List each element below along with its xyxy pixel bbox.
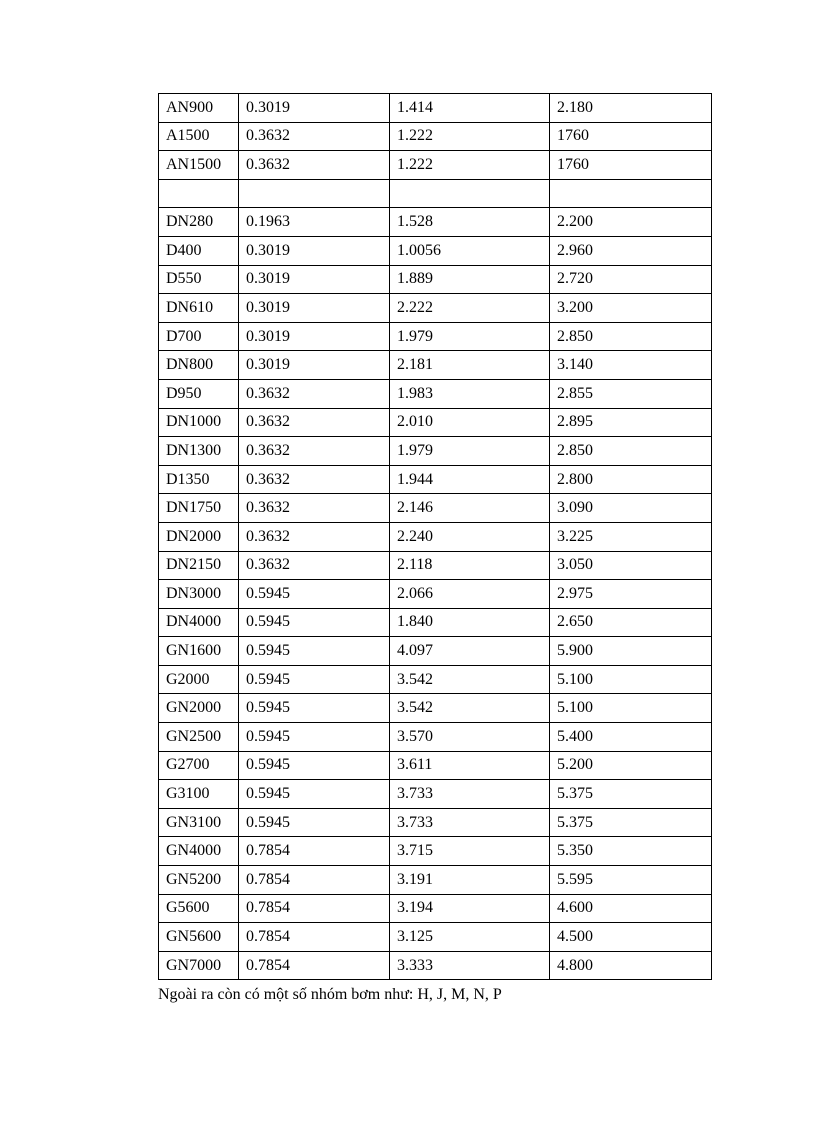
- table-cell: 5.100: [550, 665, 712, 694]
- table-cell: 2.146: [390, 494, 550, 523]
- table-cell: 0.3632: [239, 122, 390, 151]
- table-cell: [159, 179, 239, 208]
- table-cell: 3.611: [390, 751, 550, 780]
- table-cell: 2.895: [550, 408, 712, 437]
- table-cell: G3100: [159, 780, 239, 809]
- table-row: [159, 551, 712, 580]
- table-cell: 2.010: [390, 408, 550, 437]
- table-cell: 0.7854: [239, 923, 390, 952]
- table-cell: D1350: [159, 465, 239, 494]
- table-cell: D950: [159, 379, 239, 408]
- table-cell: GN5600: [159, 923, 239, 952]
- table-cell: 3.542: [390, 665, 550, 694]
- table-row: [159, 694, 712, 723]
- table-cell: 3.733: [390, 780, 550, 809]
- table-cell: [239, 179, 390, 208]
- table-cell: 5.200: [550, 751, 712, 780]
- table-cell: DN1300: [159, 437, 239, 466]
- table-cell: G2000: [159, 665, 239, 694]
- table-cell: 5.100: [550, 694, 712, 723]
- table-cell: DN3000: [159, 580, 239, 609]
- table-cell: GN5200: [159, 866, 239, 895]
- table-cell: 2.850: [550, 322, 712, 351]
- table-cell: 0.5945: [239, 608, 390, 637]
- table-cell: 1760: [550, 122, 712, 151]
- table-cell: [390, 179, 550, 208]
- table-cell: GN2000: [159, 694, 239, 723]
- table-cell: 1.983: [390, 379, 550, 408]
- table-row: [159, 122, 712, 151]
- table-cell: D550: [159, 265, 239, 294]
- table-cell: GN2500: [159, 723, 239, 752]
- table-cell: 0.5945: [239, 808, 390, 837]
- pump-data-table: [158, 93, 712, 980]
- table-row: [159, 437, 712, 466]
- table-cell: 1.944: [390, 465, 550, 494]
- table-cell: 3.570: [390, 723, 550, 752]
- table-cell: 1.0056: [390, 236, 550, 265]
- table-cell: 0.3632: [239, 465, 390, 494]
- table-cell: 1.222: [390, 122, 550, 151]
- table-cell: 4.500: [550, 923, 712, 952]
- table-cell: 0.5945: [239, 665, 390, 694]
- table-row: [159, 465, 712, 494]
- table-cell: 0.3019: [239, 351, 390, 380]
- table-cell: 0.5945: [239, 723, 390, 752]
- table-cell: 3.125: [390, 923, 550, 952]
- table-cell: 3.715: [390, 837, 550, 866]
- table-cell: 5.400: [550, 723, 712, 752]
- table-cell: 0.3019: [239, 265, 390, 294]
- table-cell: 2.222: [390, 294, 550, 323]
- table-row: [159, 408, 712, 437]
- table-row: [159, 494, 712, 523]
- table-cell: 2.650: [550, 608, 712, 637]
- table-row: [159, 637, 712, 666]
- table-cell: 0.7854: [239, 837, 390, 866]
- table-cell: 0.5945: [239, 694, 390, 723]
- table-row: [159, 780, 712, 809]
- table-cell: DN1750: [159, 494, 239, 523]
- table-cell: DN1000: [159, 408, 239, 437]
- table-cell: 0.1963: [239, 208, 390, 237]
- table-row: [159, 665, 712, 694]
- table-cell: 0.5945: [239, 637, 390, 666]
- table-cell: 0.3019: [239, 322, 390, 351]
- table-cell: DN4000: [159, 608, 239, 637]
- table-cell: 4.800: [550, 951, 712, 980]
- table-cell: AN1500: [159, 151, 239, 180]
- table-cell: 3.194: [390, 894, 550, 923]
- table-row: [159, 322, 712, 351]
- table-cell: 1.528: [390, 208, 550, 237]
- table-cell: 2.975: [550, 580, 712, 609]
- table-cell: 3.542: [390, 694, 550, 723]
- table-cell: 0.3632: [239, 522, 390, 551]
- table-cell: 5.375: [550, 808, 712, 837]
- table-row: [159, 866, 712, 895]
- footnote-text: Ngoài ra còn có một số nhóm bơm như: H, J, M, N, P: [158, 986, 502, 1003]
- table-cell: 2.850: [550, 437, 712, 466]
- table-cell: AN900: [159, 94, 239, 123]
- table-cell: 5.900: [550, 637, 712, 666]
- table-row: [159, 179, 712, 208]
- table-cell: 1.840: [390, 608, 550, 637]
- table-cell: [550, 179, 712, 208]
- table-row: [159, 723, 712, 752]
- table-cell: 1.889: [390, 265, 550, 294]
- table-cell: 0.3019: [239, 294, 390, 323]
- table-cell: 3.733: [390, 808, 550, 837]
- table-row: [159, 294, 712, 323]
- table-cell: 0.7854: [239, 894, 390, 923]
- table-cell: DN280: [159, 208, 239, 237]
- table-row: [159, 94, 712, 123]
- table-cell: 4.097: [390, 637, 550, 666]
- table-row: [159, 923, 712, 952]
- table-cell: 0.3019: [239, 94, 390, 123]
- table-cell: GN4000: [159, 837, 239, 866]
- table-cell: 3.090: [550, 494, 712, 523]
- table-cell: GN1600: [159, 637, 239, 666]
- table-cell: 5.350: [550, 837, 712, 866]
- table-cell: G2700: [159, 751, 239, 780]
- table-cell: 5.595: [550, 866, 712, 895]
- table-cell: 2.960: [550, 236, 712, 265]
- table-cell: 2.181: [390, 351, 550, 380]
- table-row: [159, 837, 712, 866]
- table-cell: G5600: [159, 894, 239, 923]
- table-cell: 2.200: [550, 208, 712, 237]
- table-row: [159, 951, 712, 980]
- table-row: [159, 894, 712, 923]
- table-cell: 0.3632: [239, 494, 390, 523]
- table-cell: 1.979: [390, 322, 550, 351]
- table-cell: D700: [159, 322, 239, 351]
- table-cell: 2.180: [550, 94, 712, 123]
- table-cell: 0.7854: [239, 951, 390, 980]
- table-cell: DN800: [159, 351, 239, 380]
- table-cell: 0.3632: [239, 151, 390, 180]
- table-cell: 2.118: [390, 551, 550, 580]
- table-row: [159, 808, 712, 837]
- table-cell: D400: [159, 236, 239, 265]
- table-cell: 0.3019: [239, 236, 390, 265]
- table-cell: DN610: [159, 294, 239, 323]
- table-row: [159, 580, 712, 609]
- table-cell: A1500: [159, 122, 239, 151]
- table-row: [159, 151, 712, 180]
- table-cell: 0.3632: [239, 379, 390, 408]
- table-cell: 3.140: [550, 351, 712, 380]
- table-cell: 3.225: [550, 522, 712, 551]
- table-cell: 0.5945: [239, 580, 390, 609]
- table-cell: 2.800: [550, 465, 712, 494]
- table-row: [159, 236, 712, 265]
- table-cell: 3.333: [390, 951, 550, 980]
- table-row: [159, 522, 712, 551]
- table-cell: 1.222: [390, 151, 550, 180]
- table-cell: DN2150: [159, 551, 239, 580]
- table-cell: 0.3632: [239, 551, 390, 580]
- table-cell: 0.5945: [239, 780, 390, 809]
- table-row: [159, 351, 712, 380]
- table-cell: 0.5945: [239, 751, 390, 780]
- table-cell: 3.200: [550, 294, 712, 323]
- table-cell: 2.720: [550, 265, 712, 294]
- table-row: [159, 379, 712, 408]
- table-row: [159, 608, 712, 637]
- table-cell: 3.050: [550, 551, 712, 580]
- table-cell: 2.066: [390, 580, 550, 609]
- table-cell: 0.7854: [239, 866, 390, 895]
- table-cell: 2.855: [550, 379, 712, 408]
- table-cell: 0.3632: [239, 437, 390, 466]
- table-cell: 5.375: [550, 780, 712, 809]
- table-cell: 1760: [550, 151, 712, 180]
- table-cell: 4.600: [550, 894, 712, 923]
- table-cell: GN3100: [159, 808, 239, 837]
- table-cell: 1.979: [390, 437, 550, 466]
- table-cell: 1.414: [390, 94, 550, 123]
- table-row: [159, 751, 712, 780]
- table-body: [159, 94, 712, 980]
- table-cell: 0.3632: [239, 408, 390, 437]
- table-cell: GN7000: [159, 951, 239, 980]
- table-row: [159, 208, 712, 237]
- table-row: [159, 265, 712, 294]
- table-cell: 3.191: [390, 866, 550, 895]
- table-cell: DN2000: [159, 522, 239, 551]
- table-cell: 2.240: [390, 522, 550, 551]
